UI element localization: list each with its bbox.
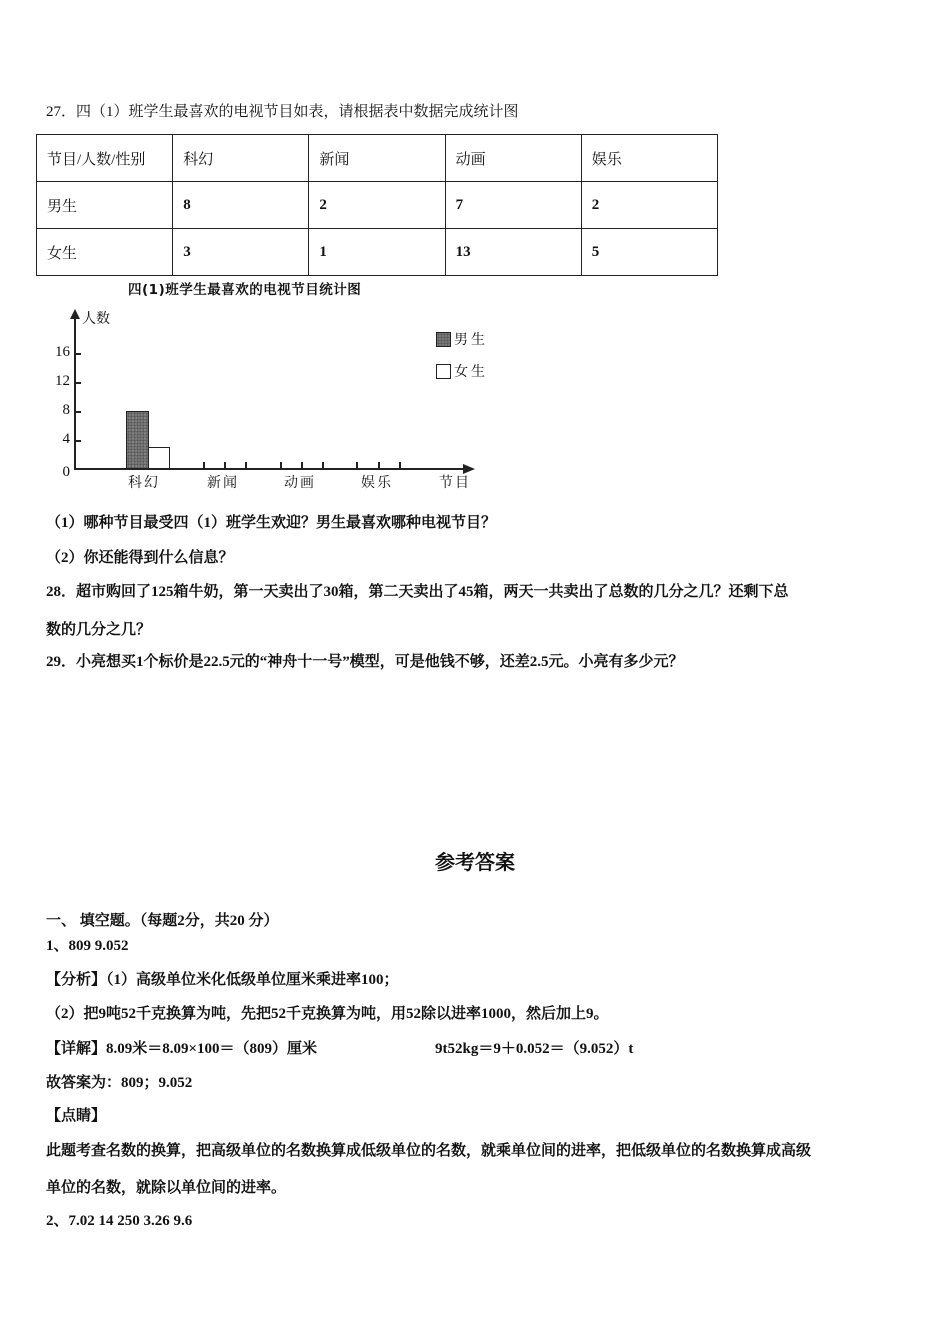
table-header-cell: 娱乐 <box>581 135 717 182</box>
detail-line-b: 9t52kg＝9＋0.052＝（9.052）t <box>435 1041 634 1057</box>
table-cell: 13 <box>445 229 581 276</box>
chart-title: 四(1)班学生最喜欢的电视节目统计图 <box>128 282 362 298</box>
bar-boy-scifi <box>126 411 149 469</box>
x-tick <box>203 462 205 468</box>
table-cell: 2 <box>581 182 717 229</box>
conclusion-line: 故答案为：809；9.052 <box>46 1075 193 1091</box>
x-tick <box>378 462 380 468</box>
legend-swatch-girl <box>436 364 451 379</box>
y-tick-label: 16 <box>55 344 70 360</box>
y-tick <box>75 382 81 384</box>
legend-girl: 女生 <box>436 361 488 381</box>
table-cell: 7 <box>445 182 581 229</box>
answer-1: 1、809 9.052 <box>46 938 129 954</box>
x-tick <box>356 462 358 468</box>
table-cell: 5 <box>581 229 717 276</box>
detail-line-a: 【详解】8.09米＝8.09×100＝（809）厘米 <box>46 1041 318 1057</box>
x-tick <box>280 462 282 468</box>
answers-title: 参考答案 <box>435 850 515 874</box>
y-tick-label: 12 <box>55 373 70 389</box>
section-1-heading: 一、 填空题。（每题2分，共20 分） <box>46 913 279 929</box>
table-header-cell: 科幻 <box>173 135 309 182</box>
comment-line-1: 此题考查名数的换算，把高级单位的名数换算成低级单位的名数，就乘单位间的进率，把低级单位的名数换算成高级 <box>46 1143 812 1159</box>
y-tick-label: 4 <box>62 431 70 447</box>
tv-program-table <box>36 134 718 276</box>
x-label-animation: 动画 <box>284 475 316 491</box>
y-axis <box>74 316 76 469</box>
x-tick <box>245 462 247 468</box>
x-label-scifi: 科幻 <box>128 475 160 491</box>
y-tick <box>75 440 81 442</box>
question-28-line2: 数的几分之几？ <box>46 622 152 638</box>
question-27-sub2: （2）你还能得到什么信息？ <box>46 550 234 566</box>
y-tick <box>75 353 81 355</box>
table-header-cell: 节目/人数/性别 <box>37 135 173 182</box>
row-label: 女生 <box>37 229 173 276</box>
answer-2: 2、7.02 14 250 3.26 9.6 <box>46 1213 193 1229</box>
table-row <box>37 229 718 276</box>
legend-swatch-boy <box>436 332 451 347</box>
table-header-row <box>37 135 718 182</box>
x-tick <box>224 462 226 468</box>
y-axis-label: 人数 <box>82 311 110 327</box>
bar-chart <box>40 276 500 500</box>
question-27-sub1: （1）哪种节目最受四（1）班学生欢迎？男生最喜欢哪种电视节目？ <box>46 515 497 531</box>
table-cell: 2 <box>309 182 445 229</box>
x-axis-label: 节目 <box>439 475 471 491</box>
table-row <box>37 182 718 229</box>
y-tick-label: 8 <box>62 402 70 418</box>
comment-label: 【点睛】 <box>46 1108 107 1124</box>
legend-boy: 男生 <box>436 329 488 349</box>
comment-line-2: 单位的名数，就除以单位间的进率。 <box>46 1180 287 1196</box>
table-header-cell: 新闻 <box>309 135 445 182</box>
x-label-entertainment: 娱乐 <box>361 475 393 491</box>
x-tick <box>301 462 303 468</box>
x-tick <box>399 462 401 468</box>
y-tick <box>75 411 81 413</box>
bar-girl-scifi <box>148 447 170 469</box>
analysis-line-1: 【分析】（1）高级单位米化低级单位厘米乘进率100； <box>46 972 399 988</box>
x-tick <box>322 462 324 468</box>
table-cell: 1 <box>309 229 445 276</box>
y-tick-label: 0 <box>62 464 70 480</box>
question-27-prompt: 27．四（1）班学生最喜欢的电视节目如表，请根据表中数据完成统计图 <box>46 104 519 120</box>
table-cell: 3 <box>173 229 309 276</box>
question-28-line1: 28．超市购回了125箱牛奶，第一天卖出了30箱，第二天卖出了45箱，两天一共卖出了总数的几分之几？还剩下总 <box>46 584 789 600</box>
table-cell: 8 <box>173 182 309 229</box>
table-header-cell: 动画 <box>445 135 581 182</box>
x-label-news: 新闻 <box>207 475 239 491</box>
row-label: 男生 <box>37 182 173 229</box>
question-29: 29．小亮想买1个标价是22.5元的“神舟十一号”模型，可是他钱不够，还差2.5元。小亮有多少元？ <box>46 654 684 670</box>
analysis-line-2: （2）把9吨52千克换算为吨，先把52千克换算为吨，用52除以进率1000，然后加上9。 <box>46 1006 609 1022</box>
